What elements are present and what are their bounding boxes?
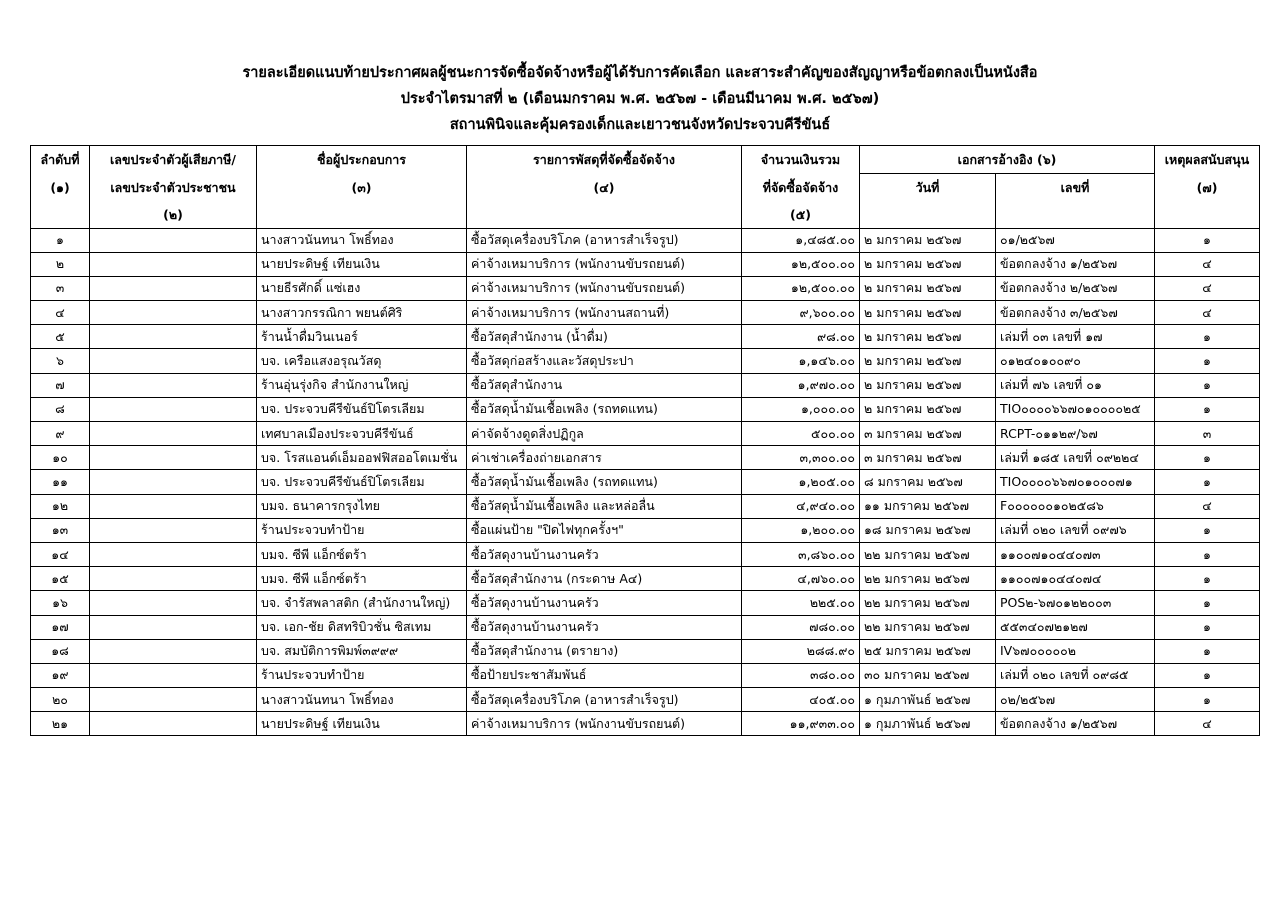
table-row	[31, 470, 1260, 494]
title-line-2: ประจำไตรมาสที่ ๒ (เดือนมกราคม พ.ศ. ๒๕๖๗ - เดือนมีนาคม พ.ศ. ๒๕๖๗)	[400, 91, 880, 107]
amount-cell: ๒๒๕.๐๐	[742, 591, 860, 615]
vendor-cell: เทศบาลเมืองประจวบคีรีขันธ์	[257, 422, 467, 446]
vendor-cell: บจ. เอก-ชัย ดิสทริบิวชั่น ซิสเทม	[257, 615, 467, 639]
item-cell: ค่าจ้างเหมาบริการ (พนักงานขับรถยนต์)	[467, 712, 742, 736]
vendor-cell: นางสาวนันทนา โพธิ์ทอง	[257, 688, 467, 712]
item-cell: ซื้อวัสดุงานบ้านงานครัว	[467, 542, 742, 566]
taxid-cell	[90, 373, 257, 397]
ref-no-cell: เล่มที่ ๑๘๕ เลขที่ ๐๙๒๒๔	[996, 446, 1155, 470]
reason-cell: ๓	[1155, 422, 1260, 446]
reason-cell: ๑	[1155, 591, 1260, 615]
table-row	[31, 494, 1260, 518]
item-cell: ซื้อวัสดุสำนักงาน (กระดาษ A๔)	[467, 567, 742, 591]
amount-cell: ๒๘๘.๙๐	[742, 639, 860, 663]
item-cell: ซื้อวัสดุก่อสร้างและวัสดุประปา	[467, 349, 742, 373]
ref-no-cell: RCPT-๐๑๑๒๙/๖๗	[996, 422, 1155, 446]
vendor-cell: นางสาวกรรณิกา พยนต์ศิริ	[257, 301, 467, 325]
header-amount: จำนวนเงินรวม	[742, 146, 860, 174]
ref-no-cell: เล่มที่ ๐๓ เลขที่ ๑๗	[996, 325, 1155, 349]
seq-cell: ๒๑	[31, 712, 90, 736]
seq-cell: ๖	[31, 349, 90, 373]
amount-cell: ๑,๒๐๕.๐๐	[742, 470, 860, 494]
reason-cell: ๔	[1155, 276, 1260, 300]
taxid-cell	[90, 397, 257, 421]
document-title-block	[0, 60, 1280, 138]
header-taxid-number: (๒)	[90, 201, 257, 229]
ref-no-cell: ๐๒/๒๕๖๗	[996, 688, 1155, 712]
reason-cell: ๑	[1155, 615, 1260, 639]
seq-cell: ๘	[31, 397, 90, 421]
header-vendor-number: (๓)	[257, 174, 467, 201]
taxid-cell	[90, 422, 257, 446]
date-cell: ๑๑ มกราคม ๒๕๖๗	[860, 494, 996, 518]
ref-no-cell: TIO๐๐๐๐๖๖๗๐๑๐๐๐๗๑	[996, 470, 1155, 494]
date-cell: ๒๒ มกราคม ๒๕๖๗	[860, 591, 996, 615]
taxid-cell	[90, 639, 257, 663]
seq-cell: ๑๑	[31, 470, 90, 494]
header-reason-number: (๗)	[1155, 174, 1260, 201]
date-cell: ๒๒ มกราคม ๒๕๖๗	[860, 542, 996, 566]
table-row	[31, 591, 1260, 615]
reason-cell: ๔	[1155, 494, 1260, 518]
header-items-number: (๔)	[467, 174, 742, 201]
seq-cell: ๑๒	[31, 494, 90, 518]
table-row	[31, 373, 1260, 397]
vendor-cell: ร้านประจวบทำป้าย	[257, 518, 467, 542]
taxid-cell	[90, 446, 257, 470]
seq-cell: ๑๙	[31, 663, 90, 687]
item-cell: ซื้อป้ายประชาสัมพันธ์	[467, 663, 742, 687]
date-cell: ๒ มกราคม ๒๕๖๗	[860, 228, 996, 252]
seq-cell: ๑๖	[31, 591, 90, 615]
vendor-cell: บจ. โรสแอนด์เอ็มออฟฟิสออโตเมชั่น	[257, 446, 467, 470]
ref-no-cell: ๑๑๐๐๗๑๐๔๔๐๗๓	[996, 542, 1155, 566]
taxid-cell	[90, 325, 257, 349]
seq-cell: ๒	[31, 252, 90, 276]
taxid-cell	[90, 688, 257, 712]
ref-no-cell: เล่มที่ ๐๒๐ เลขที่ ๐๙๘๕	[996, 663, 1155, 687]
header-seq-number: (๑)	[31, 174, 90, 201]
taxid-cell	[90, 567, 257, 591]
amount-cell: ๑,๙๗๐.๐๐	[742, 373, 860, 397]
ref-no-cell: เล่มที่ ๗๖ เลขที่ ๐๑	[996, 373, 1155, 397]
seq-cell: ๒๐	[31, 688, 90, 712]
reason-cell: ๑	[1155, 567, 1260, 591]
taxid-cell	[90, 494, 257, 518]
item-cell: ซื้อวัสดุงานบ้านงานครัว	[467, 615, 742, 639]
table-row	[31, 567, 1260, 591]
vendor-cell: นายธีรศักดิ์ แซ่เฮง	[257, 276, 467, 300]
item-cell: ซื้อวัสดุสำนักงาน (น้ำดื่ม)	[467, 325, 742, 349]
date-cell: ๓ มกราคม ๒๕๖๗	[860, 422, 996, 446]
table-row	[31, 542, 1260, 566]
ref-no-cell: ข้อตกลงจ้าง ๑/๒๕๖๗	[996, 252, 1155, 276]
seq-cell: ๑๘	[31, 639, 90, 663]
date-cell: ๓ มกราคม ๒๕๖๗	[860, 446, 996, 470]
amount-cell: ๑๒,๕๐๐.๐๐	[742, 252, 860, 276]
taxid-cell	[90, 663, 257, 687]
taxid-cell	[90, 301, 257, 325]
amount-cell: ๓,๘๖๐.๐๐	[742, 542, 860, 566]
reason-cell: ๑	[1155, 349, 1260, 373]
vendor-cell: ร้านอุ่นรุ่งกิจ สำนักงานใหญ่	[257, 373, 467, 397]
amount-cell: ๑,๒๐๐.๐๐	[742, 518, 860, 542]
item-cell: ค่าจ้างเหมาบริการ (พนักงานขับรถยนต์)	[467, 252, 742, 276]
seq-cell: ๙	[31, 422, 90, 446]
vendor-cell: บมจ. ธนาคารกรุงไทย	[257, 494, 467, 518]
seq-cell: ๓	[31, 276, 90, 300]
table-row	[31, 228, 1260, 252]
table-row	[31, 422, 1260, 446]
item-cell: ซื้อวัสดุเครื่องบริโภค (อาหารสำเร็จรูป)	[467, 688, 742, 712]
taxid-cell	[90, 591, 257, 615]
table-row	[31, 397, 1260, 421]
procurement-table	[30, 145, 1260, 736]
item-cell: ค่าจัดจ้างดูดสิ่งปฏิกูล	[467, 422, 742, 446]
amount-cell: ๙,๖๐๐.๐๐	[742, 301, 860, 325]
reason-cell: ๑	[1155, 518, 1260, 542]
amount-cell: ๔,๙๔๐.๐๐	[742, 494, 860, 518]
reason-cell: ๑	[1155, 325, 1260, 349]
amount-cell: ๕๐๐.๐๐	[742, 422, 860, 446]
table-row	[31, 615, 1260, 639]
vendor-cell: นายประดิษฐ์ เทียนเงิน	[257, 252, 467, 276]
taxid-cell	[90, 349, 257, 373]
table-row	[31, 688, 1260, 712]
header-ref-no: เลขที่	[996, 174, 1155, 229]
table-row	[31, 518, 1260, 542]
reason-cell: ๑	[1155, 397, 1260, 421]
table-row	[31, 663, 1260, 687]
date-cell: ๑ กุมภาพันธ์ ๒๕๖๗	[860, 688, 996, 712]
header-vendor: ชื่อผู้ประกอบการ	[257, 146, 467, 174]
taxid-cell	[90, 252, 257, 276]
date-cell: ๒๒ มกราคม ๒๕๖๗	[860, 615, 996, 639]
header-taxid: เลขประจำตัวผู้เสียภาษี/	[90, 146, 257, 174]
vendor-cell: นายประดิษฐ์ เทียนเงิน	[257, 712, 467, 736]
table-header	[31, 146, 1260, 229]
reason-cell: ๑	[1155, 542, 1260, 566]
ref-no-cell: F๐๐๐๐๐๐๑๐๒๕๘๖	[996, 494, 1155, 518]
ref-no-cell: ข้อตกลงจ้าง ๑/๒๕๖๗	[996, 712, 1155, 736]
amount-cell: ๑๑,๙๓๓.๐๐	[742, 712, 860, 736]
date-cell: ๒ มกราคม ๒๕๖๗	[860, 349, 996, 373]
table-row	[31, 349, 1260, 373]
date-cell: ๒ มกราคม ๒๕๖๗	[860, 252, 996, 276]
title-line-1: รายละเอียดแนบท้ายประกาศผลผู้ชนะการจัดซื้อจัดจ้างหรือผู้ได้รับการคัดเลือก และสาระสำคัญของสัญญาหรือข้อตกลงเป็นหนังสือ	[242, 65, 1038, 81]
ref-no-cell: TIO๐๐๐๐๖๖๗๐๑๐๐๐๐๒๕	[996, 397, 1155, 421]
amount-cell: ๗๘๐.๐๐	[742, 615, 860, 639]
item-cell: ซื้อวัสดุน้ำมันเชื้อเพลิง (รถทดแทน)	[467, 397, 742, 421]
vendor-cell: บจ. จำรัสพลาสติก (สำนักงานใหญ่)	[257, 591, 467, 615]
amount-cell: ๔,๗๖๐.๐๐	[742, 567, 860, 591]
reason-cell: ๑	[1155, 688, 1260, 712]
header-seq: ลำดับที่	[31, 146, 90, 174]
amount-cell: ๓,๓๐๐.๐๐	[742, 446, 860, 470]
seq-cell: ๑๐	[31, 446, 90, 470]
header-items: รายการพัสดุที่จัดซื้อจัดจ้าง	[467, 146, 742, 174]
ref-no-cell: ๕๕๓๔๐๗๒๑๒๗	[996, 615, 1155, 639]
table-body	[31, 228, 1260, 736]
table-row	[31, 325, 1260, 349]
reason-cell: ๑	[1155, 639, 1260, 663]
date-cell: ๒ มกราคม ๒๕๖๗	[860, 276, 996, 300]
taxid-cell	[90, 228, 257, 252]
reason-cell: ๔	[1155, 712, 1260, 736]
date-cell: ๒ มกราคม ๒๕๖๗	[860, 373, 996, 397]
taxid-cell	[90, 542, 257, 566]
ref-no-cell: ๐๑๒๔๐๑๐๐๙๐	[996, 349, 1155, 373]
taxid-cell	[90, 276, 257, 300]
reason-cell: ๑	[1155, 663, 1260, 687]
header-taxid-line2: เลขประจำตัวประชาชน	[90, 174, 257, 201]
seq-cell: ๑๓	[31, 518, 90, 542]
ref-no-cell: ข้อตกลงจ้าง ๒/๒๕๖๗	[996, 276, 1155, 300]
table-row	[31, 446, 1260, 470]
seq-cell: ๗	[31, 373, 90, 397]
item-cell: ซื้อวัสดุสำนักงาน (ตรายาง)	[467, 639, 742, 663]
reason-cell: ๑	[1155, 446, 1260, 470]
header-reason: เหตุผลสนับสนุน	[1155, 146, 1260, 174]
item-cell: ซื้อวัสดุน้ำมันเชื้อเพลิง (รถทดแทน)	[467, 470, 742, 494]
amount-cell: ๑,๔๘๕.๐๐	[742, 228, 860, 252]
taxid-cell	[90, 470, 257, 494]
seq-cell: ๑	[31, 228, 90, 252]
table-row	[31, 276, 1260, 300]
table-row	[31, 301, 1260, 325]
title-line-3: สถานพินิจและคุ้มครองเด็กและเยาวชนจังหวัดประจวบคีรีขันธ์	[449, 117, 831, 133]
header-reference: เอกสารอ้างอิง (๖)	[860, 146, 1155, 174]
item-cell: ซื้อวัสดุน้ำมันเชื้อเพลิง และหล่อลื่น	[467, 494, 742, 518]
header-amount-number: (๕)	[742, 201, 860, 229]
date-cell: ๒ มกราคม ๒๕๖๗	[860, 397, 996, 421]
reason-cell: ๑	[1155, 470, 1260, 494]
item-cell: ซื้อวัสดุเครื่องบริโภค (อาหารสำเร็จรูป)	[467, 228, 742, 252]
vendor-cell: บจ. ประจวบคีรีขันธ์ปิโตรเลียม	[257, 470, 467, 494]
reason-cell: ๑	[1155, 228, 1260, 252]
vendor-cell: บจ. ประจวบคีรีขันธ์ปิโตรเลียม	[257, 397, 467, 421]
item-cell: ค่าจ้างเหมาบริการ (พนักงานขับรถยนต์)	[467, 276, 742, 300]
item-cell: ซื้อแผ่นป้าย "ปิดไฟทุกครั้งฯ"	[467, 518, 742, 542]
vendor-cell: ร้านประจวบทำป้าย	[257, 663, 467, 687]
seq-cell: ๕	[31, 325, 90, 349]
seq-cell: ๑๗	[31, 615, 90, 639]
ref-no-cell: IV๖๗๐๐๐๐๐๒	[996, 639, 1155, 663]
item-cell: ซื้อวัสดุงานบ้านงานครัว	[467, 591, 742, 615]
seq-cell: ๑๔	[31, 542, 90, 566]
item-cell: ค่าจ้างเหมาบริการ (พนักงานสถานที่)	[467, 301, 742, 325]
taxid-cell	[90, 518, 257, 542]
seq-cell: ๔	[31, 301, 90, 325]
date-cell: ๓๐ มกราคม ๒๕๖๗	[860, 663, 996, 687]
vendor-cell: บจ. สมบัติการพิมพ์๓๙๙๙	[257, 639, 467, 663]
vendor-cell: ร้านน้ำดื่มวินเนอร์	[257, 325, 467, 349]
vendor-cell: บมจ. ซีพี แอ็กซ์ตร้า	[257, 567, 467, 591]
amount-cell: ๑,๑๔๖.๐๐	[742, 349, 860, 373]
vendor-cell: บมจ. ซีพี แอ็กซ์ตร้า	[257, 542, 467, 566]
reason-cell: ๔	[1155, 301, 1260, 325]
date-cell: ๒ มกราคม ๒๕๖๗	[860, 325, 996, 349]
amount-cell: ๔๐๕.๐๐	[742, 688, 860, 712]
vendor-cell: บจ. เครือแสงอรุณวัสดุ	[257, 349, 467, 373]
amount-cell: ๙๘.๐๐	[742, 325, 860, 349]
taxid-cell	[90, 712, 257, 736]
date-cell: ๑ กุมภาพันธ์ ๒๕๖๗	[860, 712, 996, 736]
table-row	[31, 252, 1260, 276]
reason-cell: ๔	[1155, 252, 1260, 276]
ref-no-cell: ๐๑/๒๕๖๗	[996, 228, 1155, 252]
seq-cell: ๑๕	[31, 567, 90, 591]
date-cell: ๘ มกราคม ๒๕๖๗	[860, 470, 996, 494]
date-cell: ๑๘ มกราคม ๒๕๖๗	[860, 518, 996, 542]
taxid-cell	[90, 615, 257, 639]
item-cell: ซื้อวัสดุสำนักงาน	[467, 373, 742, 397]
table-row	[31, 639, 1260, 663]
date-cell: ๒๕ มกราคม ๒๕๖๗	[860, 639, 996, 663]
date-cell: ๒๒ มกราคม ๒๕๖๗	[860, 567, 996, 591]
ref-no-cell: เล่มที่ ๐๒๐ เลขที่ ๐๙๗๖	[996, 518, 1155, 542]
vendor-cell: นางสาวนันทนา โพธิ์ทอง	[257, 228, 467, 252]
ref-no-cell: POS๒-๖๗๐๑๒๒๐๐๓	[996, 591, 1155, 615]
ref-no-cell: ๑๑๐๐๗๑๐๔๔๐๗๔	[996, 567, 1155, 591]
item-cell: ค่าเช่าเครื่องถ่ายเอกสาร	[467, 446, 742, 470]
amount-cell: ๑๒,๕๐๐.๐๐	[742, 276, 860, 300]
amount-cell: ๑,๐๐๐.๐๐	[742, 397, 860, 421]
amount-cell: ๓๘๐.๐๐	[742, 663, 860, 687]
reason-cell: ๑	[1155, 373, 1260, 397]
header-amount-line2: ที่จัดซื้อจัดจ้าง	[742, 174, 860, 201]
date-cell: ๒ มกราคม ๒๕๖๗	[860, 301, 996, 325]
table-row	[31, 712, 1260, 736]
header-ref-date: วันที่	[860, 174, 996, 229]
ref-no-cell: ข้อตกลงจ้าง ๓/๒๕๖๗	[996, 301, 1155, 325]
